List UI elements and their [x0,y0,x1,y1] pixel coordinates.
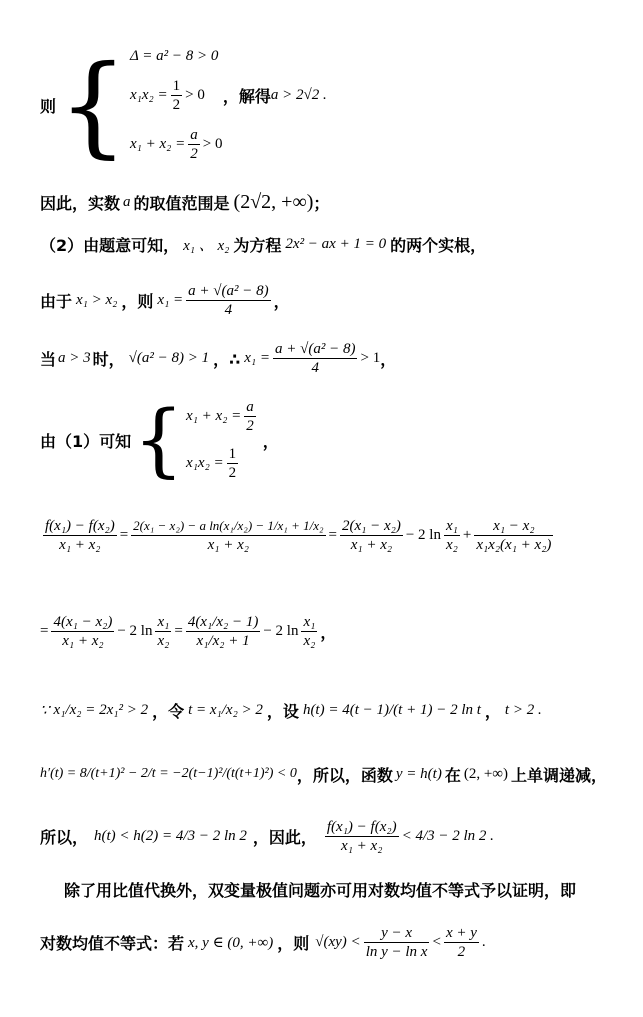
quadratic-equation: 2x² − ax + 1 = 0 [285,235,387,252]
time-label: 时， [92,349,125,369]
left-brace: { [58,41,129,169]
fraction-numerator: 2(x₁ − x₂) [341,517,401,534]
reciprocal-part-fraction [474,517,553,554]
fraction-numerator: y − x [381,924,413,941]
since-label: 由于 [40,291,73,311]
fraction-denominator: x₂ [445,536,458,553]
vieta-system [186,398,259,482]
difference-quotient-line: $\frac{\text{f(x₁) − f(x₂)}}{\text{x₁ + x₂}}$ = $\frac{\text{2(x₁ − x₂) − a ln(x₁/x₂) − 1/x₁ + 1/x₂}}{\text{x₁ + x₂}}$ = $\frac{\text{2(x₁ − x₂)}}{\text{x₁ + x₂}}$ − 2 ln $\frac{\text{x₁}}{\text{x₂}}$ + $\frac{\text{x₁ − x₂}}{\text{x₁x₂(x₁ + x₂)}}$ [45,517,552,553]
therefore-label: 因此，实数 [40,193,121,213]
fraction-numerator: x₁ [303,613,316,630]
vieta-system-line [40,395,279,485]
fraction-denominator: 2 [246,418,254,434]
conclusion-line [40,812,494,860]
xy-domain: x, y ∈ (0, +∞) [188,934,274,951]
because-symbol: ∵ [40,702,50,719]
two-roots-label: 的两个实根， [390,235,487,255]
a-condition: a > 3 [58,349,91,366]
fraction-numerator: a + √(a² − 8) [275,340,356,357]
fraction-denominator: x₂ [157,632,170,649]
when-label: 当 [40,349,57,369]
therefore-symbol: ，∴ [213,349,241,369]
fraction-denominator: x₁ + x₂ [62,632,104,649]
comma: ， [484,701,501,721]
decreasing-label: 上单调递减， [511,765,608,785]
linear-fraction [51,613,114,650]
h-bound: h(t) < h(2) = 4/3 − 2 ln 2 [94,827,247,844]
product-condition [130,77,327,114]
less-than: < [432,933,441,950]
equation-label: 为方程 [233,235,282,255]
product-fraction [227,445,239,482]
then-label: ，则 [121,291,154,311]
range-interval: (2√2, +∞) [233,190,314,213]
fraction-denominator: x₁x₂(x₁ + x₂) [476,536,552,553]
fraction-denominator: x₁ + x₂ [350,536,393,553]
expanded-fraction [131,517,325,554]
arithmetic-mean-fraction [444,924,479,961]
left-brace: { [133,393,185,486]
fraction-numerator: x₁ [445,517,458,534]
fraction-numerator: a + √(a² − 8) [188,282,269,299]
substitution-line [40,690,542,730]
quotient-fraction [43,517,117,554]
log-term-prefix: − 2 ln [117,622,153,639]
x1-lhs: x₁ = [244,349,271,366]
solve-result: a > 2√2 . [270,86,327,103]
comma: ， [273,291,290,311]
from-part-1-label: 由（1）可知 [40,431,132,451]
inequality-system [130,48,327,163]
solve-label: ，解得 [222,86,271,106]
fraction-numerator: a [246,399,254,415]
fraction-numerator: 1 [228,446,237,462]
vieta-product [186,445,259,482]
log-mean-inequality-line [40,918,486,966]
system-line-1 [40,40,327,170]
plus-sign: + [462,526,472,543]
fraction-numerator: 1 [172,77,181,94]
log-mean-fraction [364,924,430,961]
period: . [481,933,486,950]
log-mean-label: 对数均值不等式：若 [40,933,185,953]
log-term-prefix: − 2 ln [263,622,299,639]
therefore-label: ，因此， [252,827,317,847]
x1-formula-line [40,278,290,322]
semicolon: ； [313,193,330,213]
fraction-denominator: x₁ + x₂ [59,536,101,553]
h-derivative: h′(t) = 8/(t+1)² − 2/t = −2(t−1)²/(t(t+1)²) < 0 [40,766,297,781]
fraction-denominator: x₁ + x₂ [341,837,383,854]
so-function-label: ，所以，函数 [296,765,393,785]
log-term-prefix: − 2 ln [405,526,441,543]
product-fraction [171,77,183,114]
fraction-numerator: x + y [445,924,477,941]
product-lhs: x₁x₂ = [186,455,224,471]
fraction-denominator: x₁/x₂ + 1 [196,632,250,649]
then-label: 则 [40,96,57,116]
log-ratio-fraction [301,613,317,650]
roots-x1-x2: x₁ 、 x₂ [183,237,230,254]
log-ratio-fraction [155,613,171,650]
sum-condition [130,126,327,163]
product-rhs: > 0 [185,86,205,103]
final-bound: < 4/3 − 2 ln 2 . [401,827,494,844]
fraction-denominator: ln y − ln x [365,943,428,960]
derivative-line [40,752,607,796]
quotient-fraction [325,818,399,855]
fraction-numerator: f(x₁) − f(x₂) [326,818,397,835]
remark-text: 除了用比值代换外，双变量极值问题亦可用对数均值不等式予以证明，即 [64,880,577,900]
on-label: 在 [444,765,461,785]
comma: ， [320,622,337,642]
fraction-numerator: a [190,126,198,143]
t-domain: t > 2 . [504,701,542,718]
x1-fraction [273,340,357,377]
fraction-denominator: 2 [457,943,466,960]
fraction-denominator: 2 [190,145,198,162]
fraction-denominator: 4 [224,301,233,318]
fraction-denominator: 2 [172,96,181,113]
sum-lhs: x₁ + x₂ = [130,135,186,152]
geometric-mean: √(xy) < [315,933,361,950]
remark-line [64,876,576,902]
interval: (2, +∞) [463,765,508,782]
part-2-intro [40,232,486,256]
range-label: 的取值范围是 [133,193,230,213]
sum-rhs: > 0 [202,135,223,152]
x1-fraction [186,282,270,319]
product-lhs: x₁x₂ = [130,86,168,103]
linear-part-fraction [340,517,403,554]
discriminant-condition: Δ = a² − 8 > 0 [130,47,219,64]
part-2-label: （2）由题意可知， [40,235,180,255]
fraction-denominator: 4 [311,359,319,376]
sum-fraction [188,126,200,163]
greater-than-1: > 1 [360,349,381,366]
fraction-numerator: 2(x₁ − x₂) − a ln(x₁/x₂) − 1/x₁ + 1/x₂ [133,517,324,533]
fraction-denominator: x₂ [303,632,316,649]
fraction-numerator: f(x₁) − f(x₂) [45,517,115,534]
so-label: 所以， [40,827,89,847]
ratio-substitution-line: = $\frac{\text{4(x₁ − x₂)}}{\text{x₁ + x₂}}$ − 2 ln $\frac{\text{x₁}}{\text{x₂}}$ = $\frac{\text{4(x₁/x₂ − 1)}}{\text{x₁/x₂ + 1}}$ − 2 ln $\frac{\text{x₁}}{\text{x₂}}$ ， [40,613,337,649]
sqrt-inequality: √(a² − 8) > 1 [128,349,210,366]
then-label: ，则 [277,933,310,953]
define-label: ，设 [266,701,299,721]
variable-a: a [123,193,131,210]
function-y: y = h(t) [395,765,442,782]
ratio-fraction [186,613,261,650]
h-definition: h(t) = 4(t − 1)/(t + 1) − 2 ln t [302,701,481,718]
ratio-inequality: x₁/x₂ = 2x₁² > 2 [53,701,149,718]
fraction-numerator: 4(x₁ − x₂) [53,613,113,630]
vieta-sum [186,398,259,435]
comma: ， [262,431,279,451]
let-label: ，令 [152,701,185,721]
t-definition: t = x₁/x₂ > 2 [188,701,263,718]
comma: ， [380,349,397,369]
sum-lhs: x₁ + x₂ = [186,408,242,424]
fraction-denominator: x₁ + x₂ [207,536,250,553]
x1-lhs: x₁ = [157,291,184,308]
fraction-numerator: 4(x₁/x₂ − 1) [187,613,259,630]
range-line [40,188,329,216]
sum-fraction [244,398,256,435]
a-greater-3-line [40,336,396,380]
order-condition: x₁ > x₂ [76,291,118,308]
log-ratio-fraction [444,517,460,554]
fraction-numerator: x₁ − x₂ [493,517,535,534]
fraction-denominator: 2 [228,465,237,481]
fraction-numerator: x₁ [157,613,170,630]
